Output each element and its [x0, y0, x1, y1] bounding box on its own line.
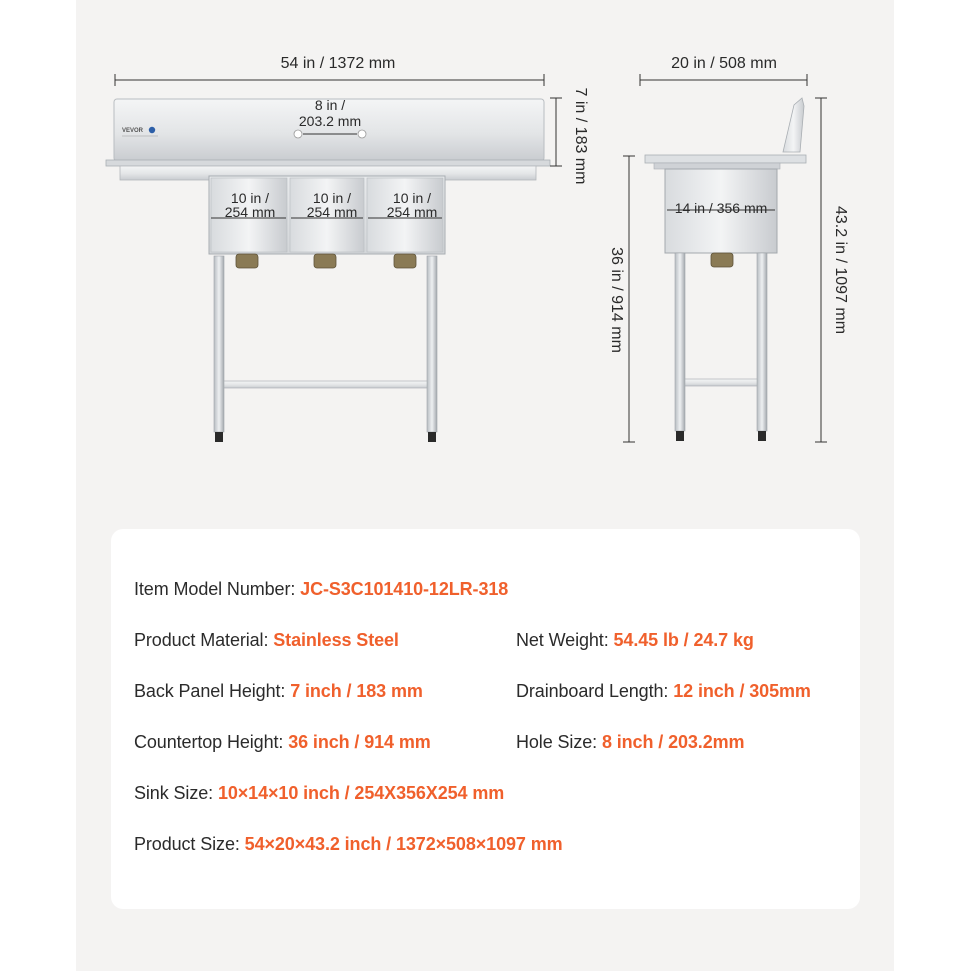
overall-depth-label: 20 in / 508 mm — [671, 55, 777, 72]
sink-depth-label: 14 in / 356 mm — [674, 200, 768, 216]
sink-depth-dimension — [667, 200, 775, 216]
overall-width-dimension — [115, 55, 544, 86]
spec-value: 8 inch / 203.2mm — [601, 732, 745, 752]
spec-value: 54.45 lb / 24.7 kg — [613, 630, 754, 650]
spec-countertop-height — [134, 732, 431, 753]
spec-label: Product Size: — [134, 834, 245, 854]
drain-middle-icon — [314, 254, 336, 268]
overall-height-dimension — [815, 98, 849, 442]
spec-drainboard-length — [516, 681, 811, 702]
drain-right-icon — [394, 254, 416, 268]
spec-value: JC-S3C101410-12LR-318 — [300, 579, 509, 599]
overall-height-label: 43.2 in / 1097 mm — [832, 205, 849, 335]
certification-mark-icon — [149, 127, 155, 133]
drain-left-icon — [236, 254, 258, 268]
spec-model-number — [134, 579, 508, 600]
side-legs — [675, 253, 767, 441]
side-drain-icon — [711, 253, 733, 267]
spec-sink-size — [134, 783, 504, 804]
hole-size-label-line2: 203.2 mm — [298, 113, 362, 129]
hole-size-label-line1: 8 in / — [314, 97, 346, 113]
spec-net-weight — [516, 630, 754, 651]
overall-width-label: 54 in / 1372 mm — [280, 55, 396, 72]
faucet-hole-left-icon — [294, 130, 302, 138]
spec-label: Sink Size: — [134, 783, 218, 803]
spec-product-material — [134, 630, 399, 651]
spec-back-panel-height — [134, 681, 423, 702]
spec-value: 36 inch / 914 mm — [288, 732, 431, 752]
spec-label: Product Material: — [134, 630, 274, 650]
compartment-3-line1: 10 in / — [392, 190, 432, 206]
faucet-hole-right-icon — [358, 130, 366, 138]
compartment-2-line2: 254 mm — [306, 204, 358, 220]
compartment-width-dimensions — [211, 190, 442, 220]
back-panel-height-label: 7 in / 183 mm — [572, 87, 589, 185]
spec-value: 7 inch / 183 mm — [290, 681, 423, 701]
countertop-height-dimension — [608, 156, 635, 442]
compartment-3-line2: 254 mm — [386, 204, 438, 220]
spec-value: 12 inch / 305mm — [673, 681, 811, 701]
spec-label: Item Model Number: — [134, 579, 301, 599]
compartment-2-line1: 10 in / — [312, 190, 352, 206]
spec-value: 10×14×10 inch / 254X356X254 mm — [217, 783, 505, 803]
side-backsplash — [783, 98, 804, 152]
compartment-1-line2: 254 mm — [224, 204, 276, 220]
spec-label: Hole Size: — [516, 732, 602, 752]
spec-value: 54×20×43.2 inch / 1372×508×1097 mm — [244, 834, 563, 854]
front-legs — [214, 256, 437, 442]
spec-value: Stainless Steel — [273, 630, 399, 650]
spec-hole-size — [516, 732, 744, 753]
brand-logo: VEVOR — [122, 128, 144, 134]
specifications-card — [111, 529, 860, 909]
overall-depth-dimension — [640, 55, 807, 86]
side-countertop — [645, 155, 806, 163]
spec-label: Drainboard Length: — [516, 681, 674, 701]
front-view — [106, 55, 589, 442]
side-view — [608, 55, 849, 442]
back-panel-height-dimension — [550, 88, 589, 185]
spec-product-size — [134, 834, 563, 855]
spec-label: Back Panel Height: — [134, 681, 291, 701]
spec-label: Countertop Height: — [134, 732, 289, 752]
crossbar — [224, 381, 427, 388]
spec-label: Net Weight: — [516, 630, 614, 650]
compartment-1-line1: 10 in / — [230, 190, 270, 206]
countertop-height-label: 36 in / 914 mm — [608, 247, 625, 353]
countertop-rim — [106, 160, 550, 166]
